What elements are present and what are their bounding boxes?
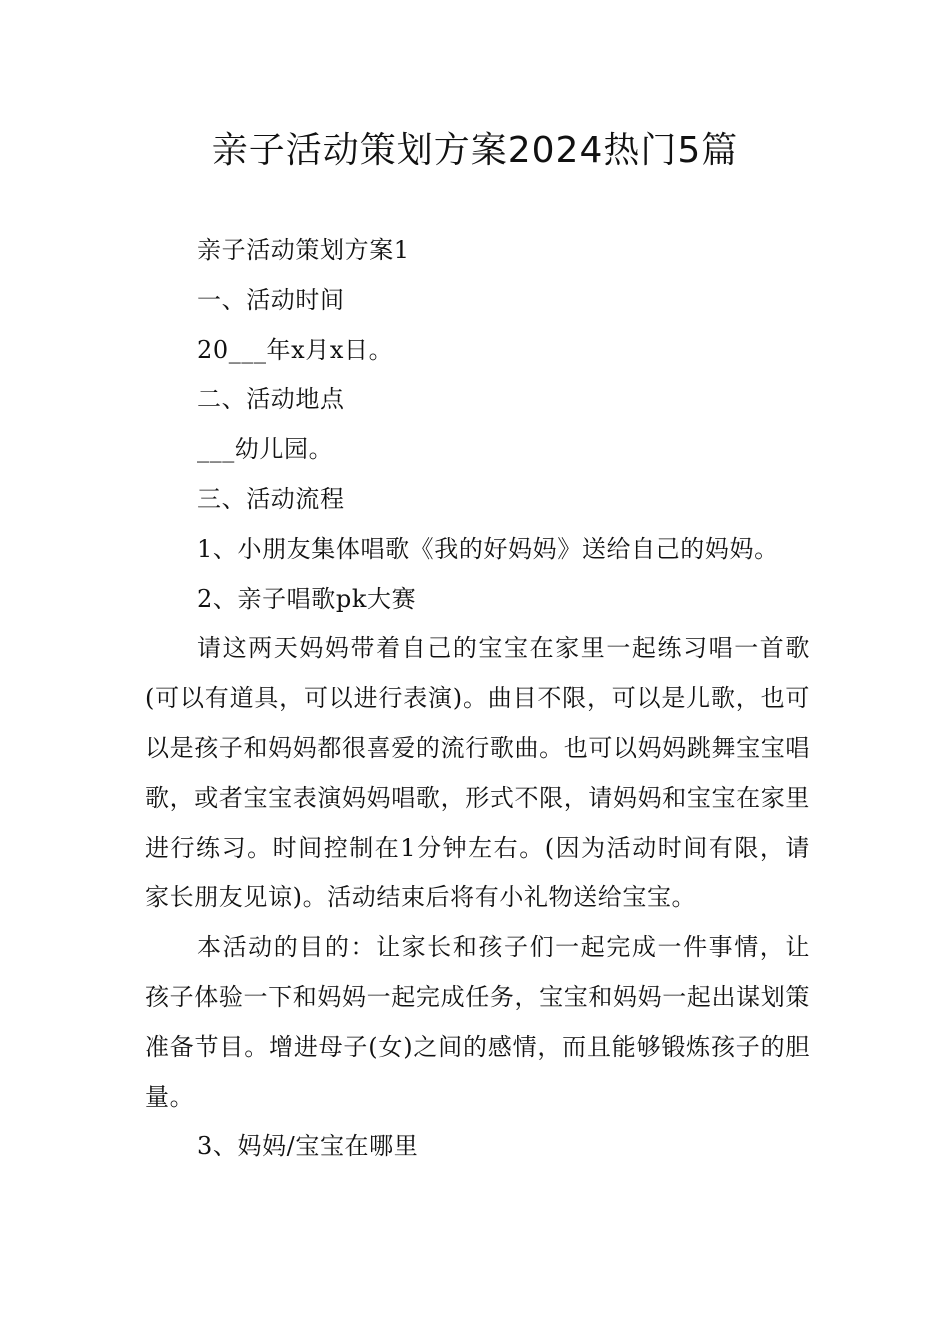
- paragraph-instructions: 请这两天妈妈带着自己的宝宝在家里一起练习唱一首歌(可以有道具，可以进行表演)。曲目不限，可以是儿歌，也可以是孩子和妈妈都很喜爱的流行歌曲。也可以妈妈跳舞宝宝唱歌，或者宝宝表演妈妈唱歌，形式不限，请妈妈和宝宝在家里进行练习。时间控制在1分钟左右。(因为活动时间有限，请家长朋友见谅)。活动结束后将有小礼物送给宝宝。: [145, 634, 810, 912]
- process-step-2: 2、亲子唱歌pk大赛: [197, 584, 417, 613]
- paragraph-purpose: 本活动的目的：让家长和孩子们一起完成一件事情，让孩子体验一下和妈妈一起完成任务，宝宝和妈妈一起出谋划策准备节目。增进母子(女)之间的感情，而且能够锻炼孩子的胆量。: [145, 933, 810, 1111]
- process-step-3: 3、妈妈/宝宝在哪里: [197, 1132, 419, 1161]
- subheading-process: 三、活动流程: [197, 484, 345, 513]
- subheading-location: 二、活动地点: [197, 385, 345, 414]
- document-body: [145, 226, 810, 1172]
- section-heading: 亲子活动策划方案1: [197, 236, 410, 264]
- document-title: 亲子活动策划方案2024热门5篇: [211, 130, 739, 171]
- process-step-1: 1、小朋友集体唱歌《我的好妈妈》送给自己的妈妈。: [197, 534, 779, 563]
- activity-date: 20___年x月x日。: [197, 335, 394, 364]
- subheading-time: 一、活动时间: [197, 285, 345, 314]
- activity-location: ___幼儿园。: [197, 435, 334, 464]
